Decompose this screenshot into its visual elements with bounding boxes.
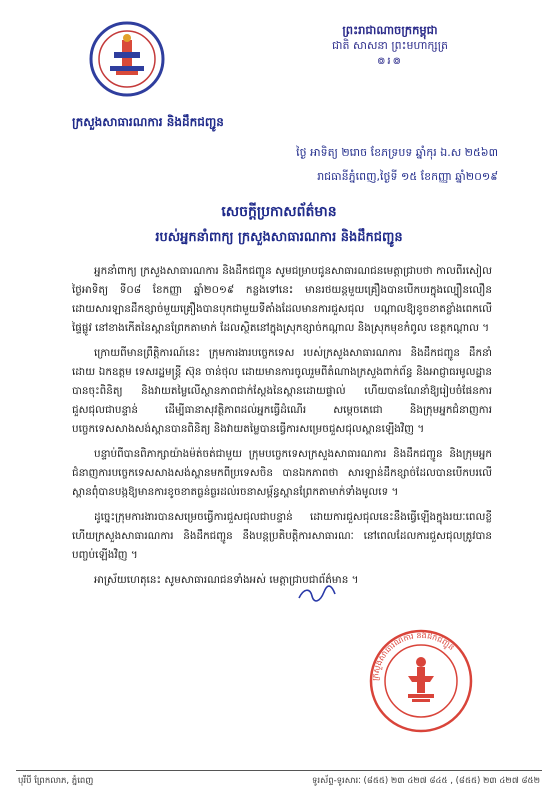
- paragraph-3: បន្ទាប់ពីបានពិភាក្សាយ៉ាងម៉ត់ចត់ជាមួយ ក្រុមបច្ចេកទេសក្រសួងសាធារណការ និងដឹកជញ្ជូន និងក្រុមអ្នកជំនាញការបច្ចេកទេសសាងសង់ស្ពានមកពីប្រទេសចិន បានឯកភាពថា សារឡាន់ដឹកខ្សាច់ដែលបានបើកបរលើស្ពានពុំបានបង្កឱ្យមានការខូចខាតធ្ងន់ធ្ងរដល់រចនាសម្ព័ន្ធស្ពានព្រែកតាមាក់ទាំងមូលទេ ។: [72, 448, 492, 498]
- solar-date: រាជធានីភ្នំពេញ,ថ្ងៃទី ១៥ ខែកញ្ញា ឆ្នាំ២០១៩: [317, 170, 498, 183]
- footer-contact: ទូរស័ព្ទ-ទូរសារៈ (៨៥៥) ២៣ ៤២៧ ៨៤៥ , (៨៥៥) ២៣ ៤២៧ ៨៥២: [312, 776, 540, 786]
- document-body: [72, 262, 492, 596]
- svg-text:ក្រសួងសាធារណការ និងដឹកជញ្ជូន: [371, 630, 456, 681]
- signature-icon: [296, 584, 338, 604]
- footer-divider: [16, 770, 542, 771]
- kingdom-ornament: ៙៛៙: [377, 56, 403, 67]
- ministry-name: ក្រសួងសាធារណការ និងដឹកជញ្ជូន: [72, 115, 224, 129]
- paragraph-2: ក្រោយពីមានព្រឹត្តិការណ៍នេះ ក្រុមការងារបច្ចេកទេស របស់ក្រសួងសាធារណការ និងដឹកជញ្ជូន ដឹកនាំដោយ ឯកឧត្តម ទេសរដ្ឋមន្ត្រី ស៊ុន ចាន់ថុល ដោយមានការចូលរួមពីតំណាងក្រសួងពាក់ព័ន្ធ និងអាជ្ញាធរមូលដ្ឋាន បានចុះពិនិត្យ និងវាយតម្លៃលើស្ថានភាពជាក់ស្តែងនៃស្ពានដោយផ្ទាល់ ហើយបានណែនាំឱ្យរៀបចំផែនការជួសជុលជាបន្ទាន់ ដើម្បីធានាសុវត្ថិភាពដល់អ្នកធ្វើដំណើរ សម្តេចតេជោ និងក្រុមអ្នកជំនាញការបច្ចេកទេសសាងសង់ស្ពានបានពិនិត្យ និងវាយតម្លៃបានធ្វើការសម្រេចជួសជុលស្ពានឡើងវិញ ។: [72, 347, 492, 435]
- paragraph-1: អ្នកនាំពាក្យ ក្រសួងសាធារណការ និងដឹកជញ្ជូន សូមជម្រាបជូនសាធារណជនមេត្តាជ្រាបថា កាលពីរសៀលថ្ងៃអាទិត្យ ទី០៨ ខែកញ្ញា ឆ្នាំ២០១៩ កន្លងទៅនេះ មានរថយន្តមួយគ្រឿងបានបើកបរក្នុងល្បឿនលឿន ដោយសារឡានដឹកខ្សាច់មួយគ្រឿងបានបុកជាមួយទីតាំងដែលមានការជួសជុល បណ្តាលឱ្យខូចខាតខ្លាំងពេកលើផ្ទៃផ្លូវ នៅខាងកើតនៃស្ពានព្រែកតាមាក់ ដែលស្ថិតនៅក្នុងស្រុកខ្សាច់កណ្តាល និងស្រុកមុខកំពូល ខេត្តកណ្តាល ។: [72, 265, 492, 334]
- footer-address: បុរីបី ព្រែកលាភ, ភ្នំពេញ: [18, 776, 94, 786]
- seal-ring-text: ក្រសួងសាធារណការ និងដឹកជញ្ជូន: [370, 630, 457, 682]
- kingdom-header: [300, 22, 480, 70]
- paragraph-4: ដូច្នេះក្រុមការងារបានសម្រេចធ្វើការជួសជុលជាបន្ទាន់ ដោយការជួសជុលនេះនឹងធ្វើឡើងក្នុងរយៈពេលខ្លី ហើយក្រសួងសាធារណការ និងដឹកជញ្ជូន នឹងបន្តប្រតិបត្តិការសាធារណៈ នៅពេលដែលការជួសជុលត្រូវបានបញ្ចប់ឡើងវិញ ។: [72, 511, 492, 561]
- lunar-date: ថ្ងៃ អាទិត្យ ២រោច ខែភទ្របទ ឆ្នាំកុរ ឯ.ស ២៥៦៣: [296, 146, 498, 159]
- ministry-logo-icon: [88, 20, 166, 98]
- paragraph-5: អាស្រ័យហេតុនេះ សូមសាធារណជនទាំងអស់ មេត្តាជ្រាបជាព័ត៌មាន ។: [94, 574, 359, 586]
- document-subtitle: របស់អ្នកនាំពាក្យ ក្រសួងសាធារណការ និងដឹកជញ្ជូន: [155, 230, 403, 245]
- document-title: សេចក្តីប្រកាសព័ត៌មាន: [221, 204, 337, 220]
- kingdom-line-1: ព្រះរាជាណាចក្រកម្ពុជា: [342, 23, 438, 37]
- kingdom-line-2: ជាតិ សាសនា ព្រះមហាក្សត្រ: [332, 39, 448, 52]
- official-seal-icon: [368, 628, 474, 734]
